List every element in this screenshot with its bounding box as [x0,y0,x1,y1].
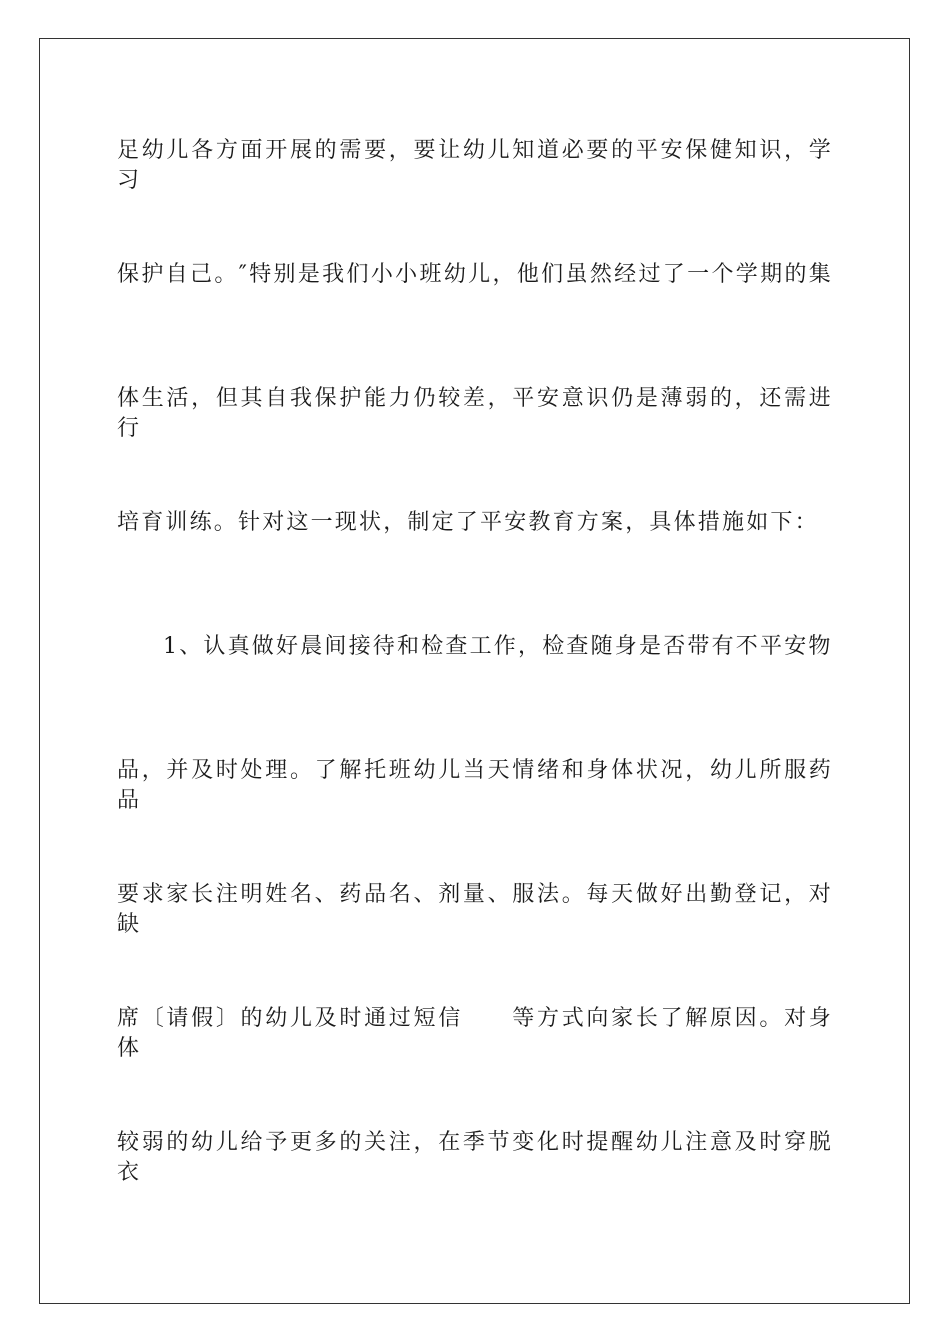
paragraph-line: 席〔请假〕的幼儿及时通过短信 等方式向家长了解原因。对身体 [117,1006,833,1061]
page-border [39,38,910,1304]
paragraph-line: 保护自己。″特别是我们小小班幼儿，他们虽然经过了一个学期的集 [117,262,833,287]
paragraph-line: 体生活，但其自我保护能力仍较差，平安意识仍是薄弱的，还需进行 [117,386,833,441]
paragraph-line: 足幼儿各方面开展的需要，要让幼儿知道必要的平安保健知识，学习 [117,138,833,193]
paragraph-first-line: 1、认真做好晨间接待和检查工作，检查随身是否带有不平安物 [163,634,833,659]
paragraph-line: 品，并及时处理。了解托班幼儿当天情绪和身体状况，幼儿所服药品 [117,758,833,813]
paragraph-line: 要求家长注明姓名、药品名、剂量、服法。每天做好出勤登记，对缺 [117,882,833,937]
paragraph-line: 较弱的幼儿给予更多的关注，在季节变化时提醒幼儿注意及时穿脱衣 [117,1130,833,1185]
paragraph-line: 培育训练。针对这一现状，制定了平安教育方案，具体措施如下： [117,510,819,535]
